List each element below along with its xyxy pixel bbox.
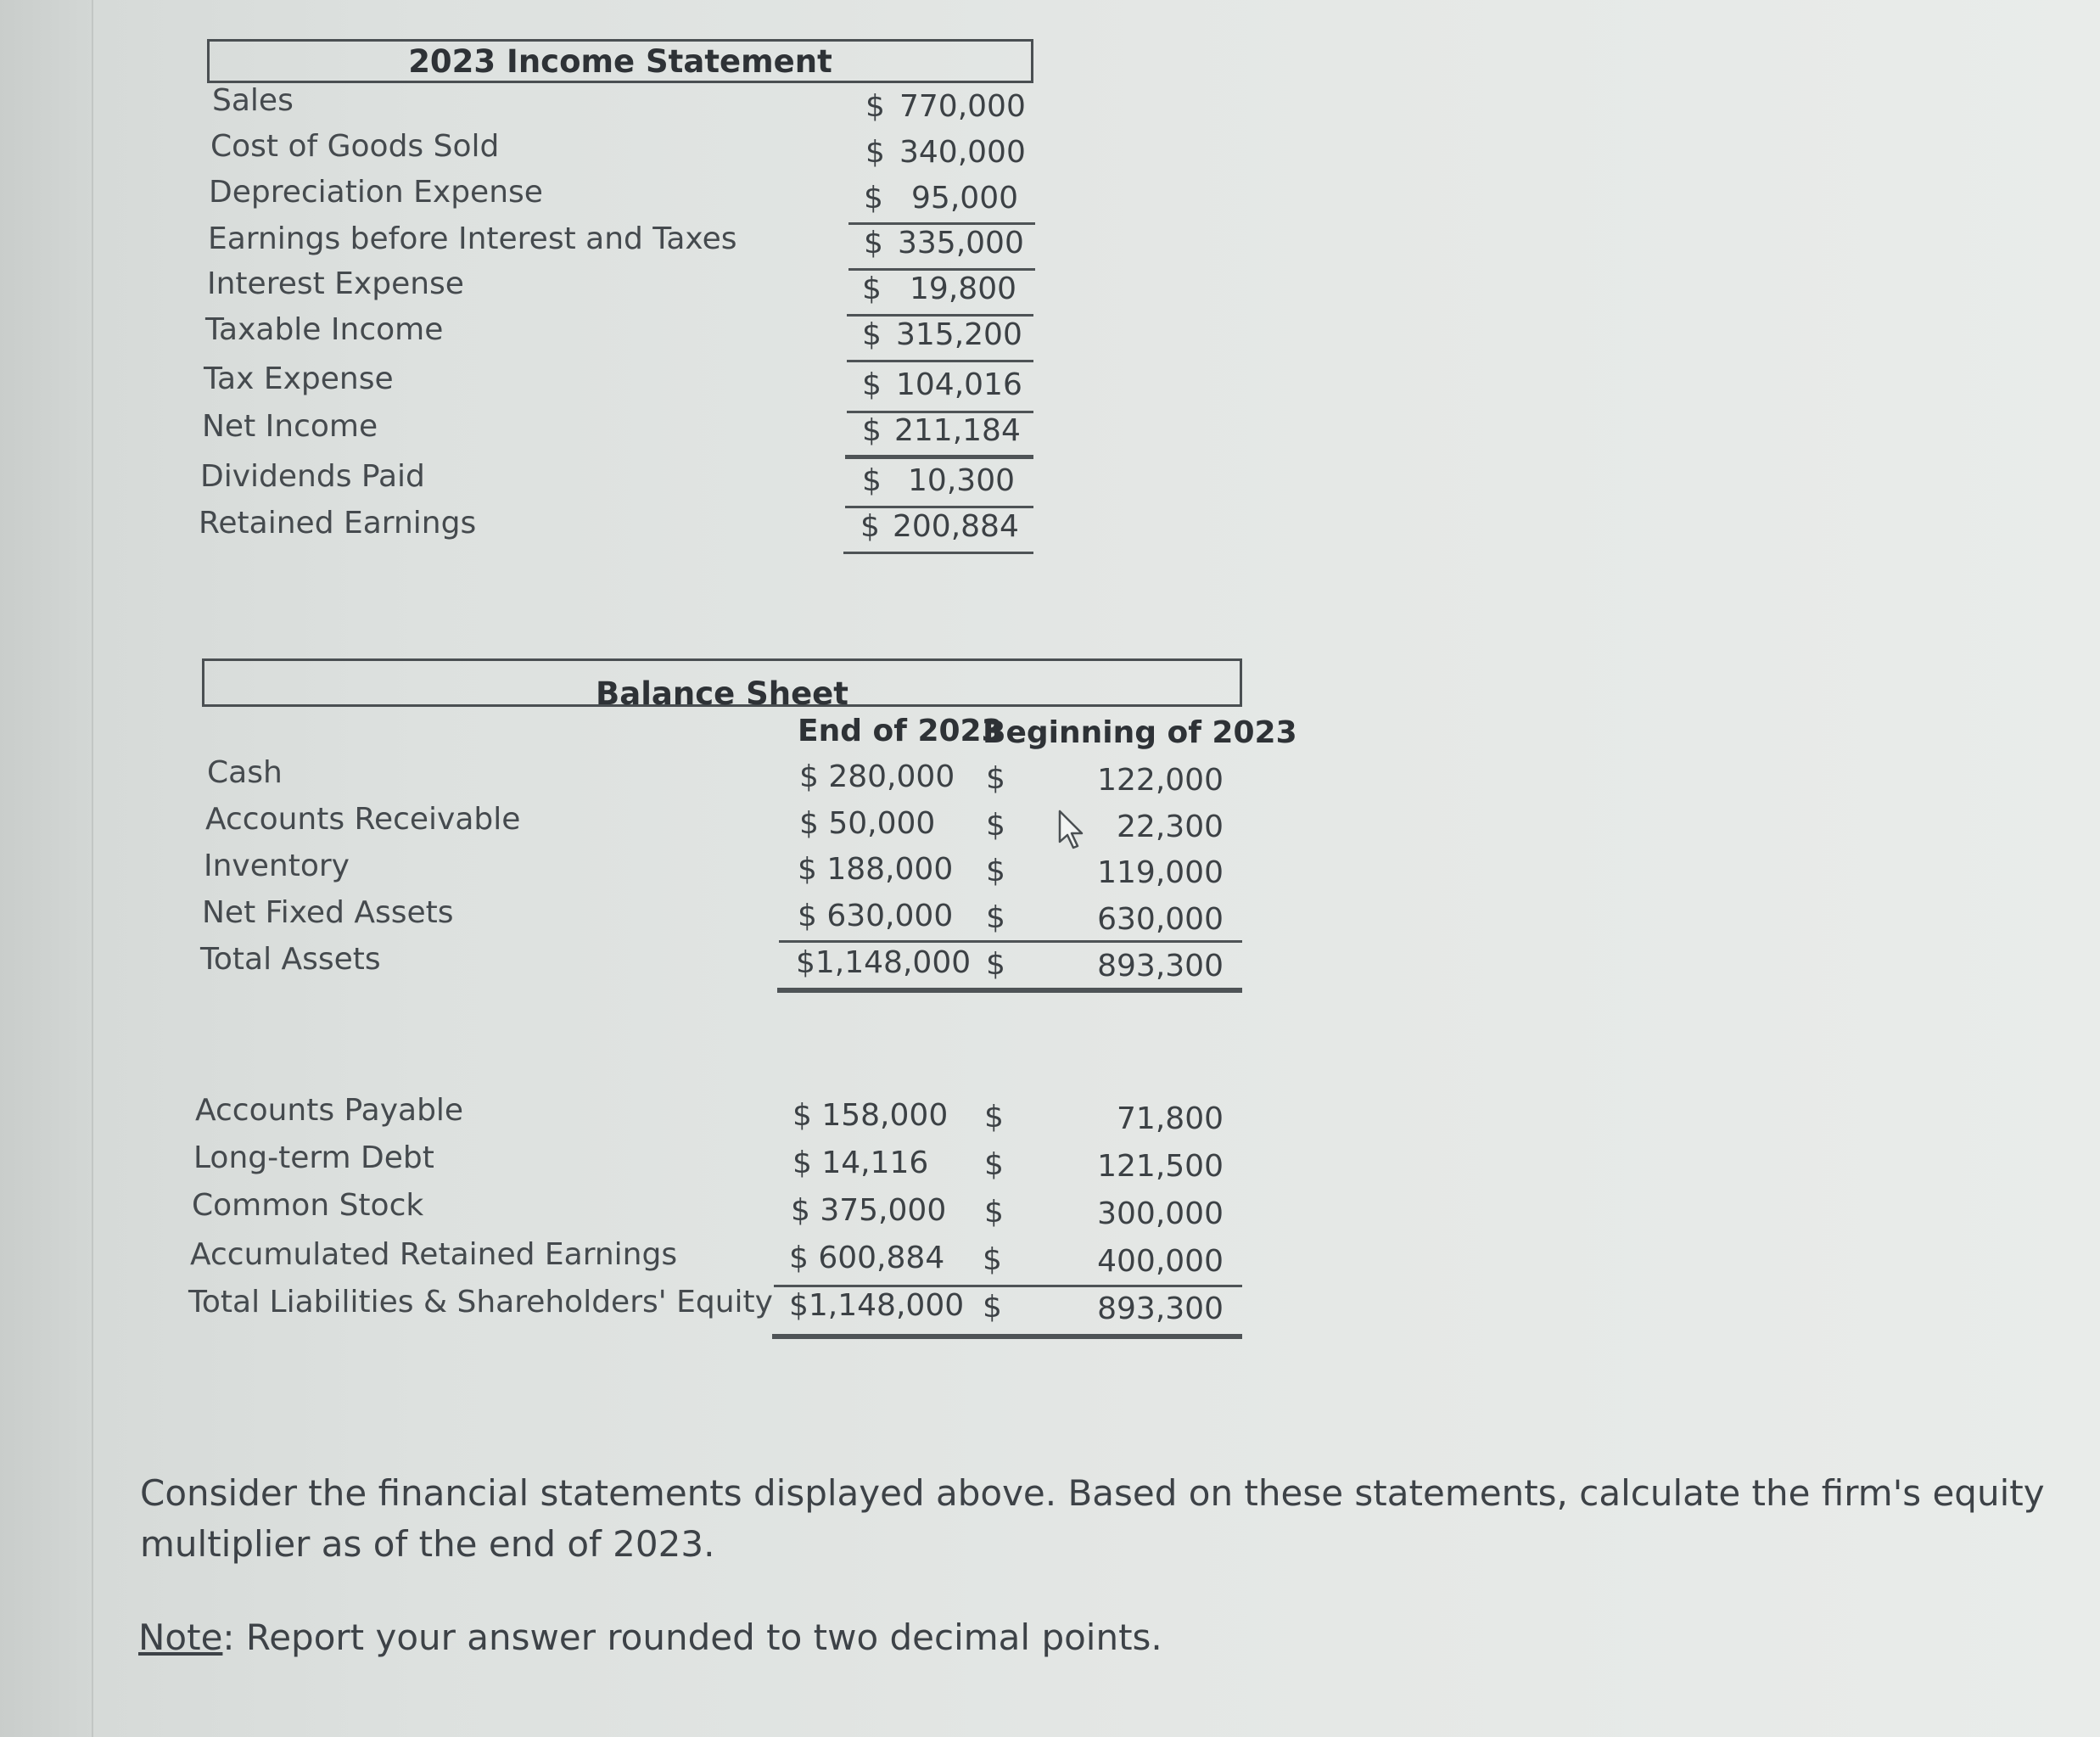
bs-asset-end: $ 630,000 [798, 899, 954, 933]
bs-asset-begin-dollar: $ [986, 854, 1005, 888]
bs-asset-end: $ 280,000 [799, 759, 955, 794]
is-row-label: Sales [212, 83, 294, 118]
col-header-end: End of 2023 [798, 714, 1003, 748]
mouse-pointer-icon [1058, 810, 1087, 850]
question-text: Consider the financial statements displayed above. Based on these statements, calculate the firm's equity multiplier as of the end of 2023. [140, 1472, 2045, 1565]
bs-asset-label: Net Fixed Assets [202, 895, 454, 930]
is-underline [843, 552, 1033, 554]
bs-asset-begin: 122,000 [1097, 763, 1224, 798]
bs-asset-begin: 119,000 [1097, 855, 1224, 890]
bs-asset-begin: 630,000 [1097, 902, 1224, 937]
is-row-label: Cost of Goods Sold [210, 129, 500, 164]
bs-liab-begin-dollar: $ [984, 1195, 1004, 1230]
is-row-dollar: $ [862, 463, 882, 498]
is-underline [848, 268, 1035, 271]
bs-double-underline [777, 988, 1242, 993]
is-row-label: Retained Earnings [199, 506, 477, 541]
bs-underline [774, 1285, 1242, 1287]
is-row-value: 340,000 [899, 135, 1026, 170]
is-row-dollar: $ [862, 317, 882, 352]
is-underline [845, 506, 1033, 508]
is-row-value: 335,000 [898, 226, 1024, 261]
is-row-value: 315,200 [896, 317, 1022, 352]
is-row-value: 104,016 [896, 367, 1022, 402]
is-row-value: 770,000 [899, 89, 1026, 124]
bs-liab-begin-dollar: $ [984, 1147, 1004, 1182]
is-underline [848, 222, 1035, 225]
is-row-value: 10,300 [908, 463, 1015, 498]
bs-liab-begin: 300,000 [1097, 1196, 1224, 1231]
is-row-label: Tax Expense [204, 361, 394, 396]
is-row-dollar: $ [864, 181, 883, 216]
bs-liab-begin-dollar: $ [983, 1242, 1002, 1277]
bs-liab-end: $ 14,116 [792, 1146, 929, 1180]
bs-liab-begin: 893,300 [1097, 1292, 1224, 1326]
bs-liab-end: $ 158,000 [792, 1098, 949, 1133]
bs-liab-label: Accumulated Retained Earnings [190, 1237, 678, 1272]
is-row-dollar: $ [860, 509, 880, 544]
is-row-dollar: $ [862, 367, 882, 402]
is-row-value: 19,800 [910, 272, 1016, 306]
is-underline [847, 360, 1033, 362]
bs-asset-label: Total Assets [200, 942, 381, 977]
bs-asset-label: Inventory [204, 849, 350, 883]
bs-asset-begin-dollar: $ [986, 947, 1005, 982]
bs-liab-label: Accounts Payable [195, 1093, 464, 1128]
is-row-label: Dividends Paid [200, 459, 425, 494]
is-row-value: 95,000 [911, 181, 1018, 216]
col-header-begin: Beginning of 2023 [983, 715, 1297, 750]
is-row-dollar: $ [865, 135, 885, 170]
bs-double-underline [772, 1334, 1242, 1339]
bs-liab-label: Long-term Debt [193, 1140, 434, 1175]
note-line [138, 1617, 1162, 1658]
bs-asset-end: $ 188,000 [798, 852, 954, 887]
is-row-dollar: $ [865, 89, 885, 124]
screen-left-edge [0, 0, 93, 1737]
bs-liab-label: Total Liabilities & Shareholders' Equity [188, 1285, 773, 1320]
balance-sheet-title: Balance Sheet [202, 658, 1242, 707]
is-row-value: 211,184 [894, 413, 1021, 448]
note-label: Note [138, 1617, 223, 1658]
is-row-label: Depreciation Expense [209, 175, 543, 210]
bs-asset-end: $1,148,000 [796, 945, 972, 980]
is-row-label: Net Income [202, 409, 378, 444]
is-row-label: Earnings before Interest and Taxes [208, 221, 737, 256]
note-text: : Report your answer rounded to two decimal points. [222, 1617, 1162, 1658]
bs-asset-begin: 893,300 [1097, 949, 1224, 983]
bs-asset-label: Accounts Receivable [205, 802, 521, 837]
is-underline [847, 314, 1033, 317]
bs-asset-label: Cash [207, 755, 283, 790]
is-underline [845, 455, 1033, 459]
is-row-dollar: $ [864, 226, 883, 261]
is-row-dollar: $ [862, 272, 882, 306]
bs-asset-begin-dollar: $ [986, 808, 1005, 843]
bs-liab-begin-dollar: $ [983, 1290, 1002, 1325]
is-row-dollar: $ [862, 413, 882, 448]
bs-liab-begin: 71,800 [1117, 1101, 1224, 1136]
bs-asset-begin-dollar: $ [986, 900, 1005, 935]
bs-liab-begin: 400,000 [1097, 1244, 1224, 1279]
income-statement-title: 2023 Income Statement [207, 39, 1033, 83]
bs-liab-begin-dollar: $ [984, 1100, 1004, 1135]
bs-asset-end: $ 50,000 [799, 806, 936, 841]
bs-asset-begin: 22,300 [1117, 810, 1224, 844]
bs-underline [779, 940, 1242, 943]
bs-asset-begin-dollar: $ [986, 761, 1005, 796]
bs-liab-end: $ 600,884 [789, 1241, 945, 1275]
bs-liab-end: $ 375,000 [791, 1193, 947, 1228]
bs-liab-end: $1,148,000 [789, 1288, 965, 1323]
is-row-label: Taxable Income [205, 312, 444, 347]
bs-liab-label: Common Stock [192, 1188, 424, 1223]
bs-liab-begin: 121,500 [1097, 1149, 1224, 1184]
is-row-label: Interest Expense [207, 266, 464, 301]
is-row-value: 200,884 [893, 509, 1019, 544]
